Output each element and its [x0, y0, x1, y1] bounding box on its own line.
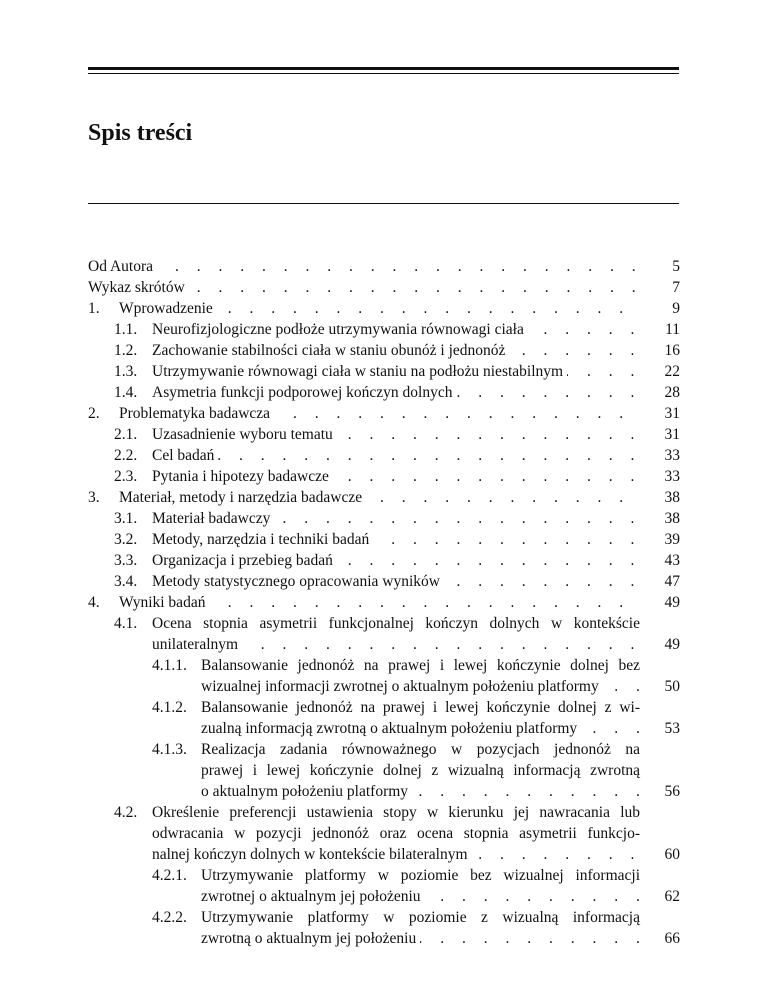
toc-page-number: 22 — [664, 363, 680, 380]
toc-page-number: 38 — [664, 510, 680, 527]
toc-entry-line — [88, 718, 680, 739]
page-title: Spis treści — [88, 120, 193, 146]
toc-entry-title[interactable]: Metody, narzędzia i techniki badań — [152, 531, 373, 548]
toc-entry-line — [88, 844, 680, 865]
toc-entry-line — [88, 592, 680, 613]
toc-entry-line — [88, 277, 680, 298]
toc-entry-title[interactable]: zualną informacją zwrotną o aktualnym położeniu platformy — [201, 720, 581, 737]
toc-page-number: 53 — [664, 720, 680, 737]
toc-entry-line — [88, 361, 680, 382]
toc-entry-line — [88, 571, 680, 592]
toc-entry-number: 3.4. — [114, 573, 138, 590]
toc-entry-title[interactable]: Wprowadzenie — [119, 300, 217, 317]
toc-entry-title[interactable]: Utrzymywanie platformy w poziomie bez wizualnej informacji — [201, 867, 640, 884]
toc-entry-title[interactable]: zwrotnej o aktualnym jej położeniu — [201, 888, 425, 905]
toc-entry-title[interactable]: Asymetria funkcji podporowej kończyn dolnych — [152, 384, 456, 401]
toc-entry-title[interactable]: Pytania i hipotezy badawcze — [152, 468, 333, 485]
toc-entry-line — [88, 256, 680, 277]
toc-page-number: 39 — [664, 531, 680, 548]
toc-page-number: 28 — [664, 384, 680, 401]
toc-entry-line — [88, 508, 680, 529]
toc-entry-title[interactable]: Wyniki badań — [119, 594, 209, 611]
toc-page-number: 60 — [664, 846, 680, 863]
toc-entry-title[interactable]: Wykaz skrótów — [88, 279, 189, 296]
toc-page-number: 66 — [664, 930, 680, 947]
toc-entry-line — [88, 781, 680, 802]
toc-entry-line — [88, 907, 680, 928]
toc-entry-title[interactable]: Realizacja zadania równoważnego w pozycjach jednonóż na — [201, 741, 640, 758]
toc-entry-title[interactable]: odwracania w pozycji jednonóż oraz ocena stopnia asymetrii funkcjo- — [152, 825, 640, 842]
toc-entry-title[interactable]: unilateralnym — [152, 636, 242, 653]
toc-leader-dots — [88, 256, 640, 277]
toc-entry-line — [88, 865, 680, 886]
toc-page-number: 33 — [664, 468, 680, 485]
toc-entry-title[interactable]: nalnej kończyn dolnych w kontekście bilateralnym — [152, 846, 472, 863]
toc-entry-title[interactable]: Od Autora — [88, 258, 157, 275]
toc-entry-number: 1. — [88, 300, 100, 317]
toc-entry-number: 3.3. — [114, 552, 138, 569]
toc-entry-title[interactable]: Metody statystycznego opracowania wyników — [152, 573, 444, 590]
toc-entry-line — [88, 445, 680, 466]
toc-entry-number: 2.2. — [114, 447, 138, 464]
toc-entry-number: 4.2.2. — [152, 909, 187, 926]
toc-entry-title[interactable]: Ocena stopnia asymetrii funkcjonalnej kończyn dolnych w kontekście — [152, 615, 640, 632]
toc-entry-title[interactable]: Materiał badawczy — [152, 510, 274, 527]
toc-page-number: 16 — [664, 342, 680, 359]
toc-entry-number: 2. — [88, 405, 100, 422]
toc-entry-title[interactable]: prawej i lewej kończynie dolnej z wizualną informacją zwrotną — [201, 762, 640, 779]
toc-entry-title[interactable]: Utrzymywanie równowagi ciała w staniu na podłożu niestabilnym — [152, 363, 567, 380]
toc-entry-title[interactable]: Neurofizjologiczne podłoże utrzymywania równowagi ciała — [152, 321, 528, 338]
toc-page-number: 56 — [664, 783, 680, 800]
toc-entry-title[interactable]: Zachowanie stabilności ciała w staniu obunóż i jednonóż — [152, 342, 509, 359]
toc-entry-number: 4.1.3. — [152, 741, 187, 758]
toc-entry-number: 4.1. — [114, 615, 138, 632]
toc-page-number: 49 — [664, 636, 680, 653]
toc-entry-line — [88, 886, 680, 907]
toc-entry-title[interactable]: Cel badań — [152, 447, 218, 464]
toc-entry-line — [88, 634, 680, 655]
toc-entry-line — [88, 823, 680, 844]
top-double-rule-thin — [88, 73, 679, 74]
toc-entry-title[interactable]: Problematyka badawcza — [119, 405, 274, 422]
toc-page-number: 9 — [672, 300, 680, 317]
toc-entry-number: 1.2. — [114, 342, 138, 359]
toc-entry-title[interactable]: Organizacja i przebieg badań — [152, 552, 337, 569]
toc-entry-line — [88, 298, 680, 319]
toc-page-number: 7 — [672, 279, 680, 296]
toc-entry-number: 1.4. — [114, 384, 138, 401]
toc-entry-number: 4.1.2. — [152, 699, 187, 716]
toc-entry-title[interactable]: Uzasadnienie wyboru tematu — [152, 426, 337, 443]
toc-page-number: 50 — [664, 678, 680, 695]
toc-entry-line — [88, 319, 680, 340]
toc-entry-title[interactable]: Balansowanie jednonóż na prawej i lewej kończynie dolnej bez — [201, 657, 640, 674]
toc-entry-number: 3. — [88, 489, 100, 506]
toc-entry-title[interactable]: wizualnej informacji zwrotnej o aktualnym położeniu platformy — [201, 678, 603, 695]
toc-entry-number: 1.1. — [114, 321, 138, 338]
top-double-rule-thick — [88, 67, 679, 70]
toc-entry-line — [88, 424, 680, 445]
toc-entry-title[interactable]: Balansowanie jednonóż na prawej i lewej kończynie dolnej z wi- — [201, 699, 640, 716]
toc-entry-number: 2.1. — [114, 426, 138, 443]
toc-entry-line — [88, 613, 680, 634]
toc-page-number: 31 — [664, 426, 680, 443]
toc-entry-number: 2.3. — [114, 468, 138, 485]
toc-page-number: 38 — [664, 489, 680, 506]
toc-entry-number: 4.2.1. — [152, 867, 187, 884]
toc-entry-line — [88, 739, 680, 760]
toc-entry-line — [88, 697, 680, 718]
toc-page-number: 43 — [664, 552, 680, 569]
toc-entry-number: 4.2. — [114, 804, 138, 821]
toc-entry-line — [88, 760, 680, 781]
toc-entry-title[interactable]: Materiał, metody i narzędzia badawcze — [119, 489, 366, 506]
toc-entry-line — [88, 802, 680, 823]
toc-page-number: 31 — [664, 405, 680, 422]
table-of-contents — [88, 256, 680, 949]
toc-entry-line — [88, 550, 680, 571]
toc-entry-number: 1.3. — [114, 363, 138, 380]
toc-entry-line — [88, 655, 680, 676]
toc-entry-line — [88, 928, 680, 949]
toc-page-number: 11 — [665, 321, 680, 338]
toc-entry-line — [88, 403, 680, 424]
toc-page-number: 62 — [664, 888, 680, 905]
toc-page-number: 49 — [664, 594, 680, 611]
toc-entry-number: 4. — [88, 594, 100, 611]
toc-page-number: 47 — [664, 573, 680, 590]
toc-entry-title[interactable]: Utrzymywanie platformy w poziomie z wizualną informacją — [201, 909, 640, 926]
toc-entry-number: 3.1. — [114, 510, 138, 527]
toc-entry-line — [88, 487, 680, 508]
toc-entry-title[interactable]: Określenie preferencji ustawienia stopy w kierunku jej nawracania lub — [152, 804, 640, 821]
toc-entry-title[interactable]: zwrotną o aktualnym jej położeniu — [201, 930, 420, 947]
toc-entry-title[interactable]: o aktualnym położeniu platformy — [201, 783, 412, 800]
toc-entry-number: 3.2. — [114, 531, 138, 548]
toc-entry-line — [88, 466, 680, 487]
toc-page-number: 5 — [672, 258, 680, 275]
title-rule — [88, 203, 679, 204]
toc-entry-line — [88, 340, 680, 361]
toc-entry-line — [88, 382, 680, 403]
toc-page-number: 33 — [664, 447, 680, 464]
toc-entry-line — [88, 529, 680, 550]
toc-entry-number: 4.1.1. — [152, 657, 187, 674]
toc-leader-dots — [152, 445, 640, 466]
toc-entry-line — [88, 676, 680, 697]
